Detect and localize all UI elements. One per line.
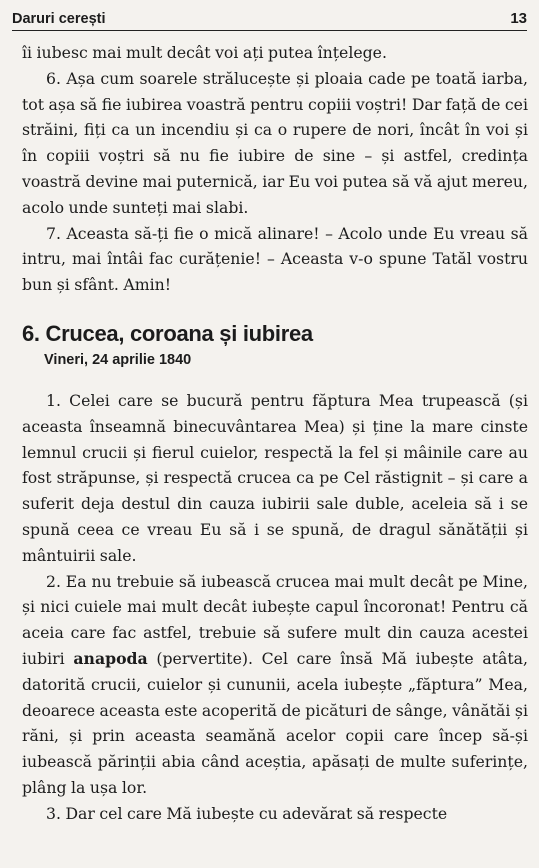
section-title: 6. Crucea, coroana și iubirea: [22, 320, 313, 346]
section-paragraph-2: [22, 569, 528, 801]
page-header: [12, 4, 527, 31]
section-date: Vineri, 24 aprilie 1840: [44, 351, 192, 368]
paragraph-2-text-start: 2. Ea nu trebuie să iubească crucea mai mult decât pe Mine, și nici cuiele mai mult decât iubește capul încoronat! Pentru că aceia care fac astfel, trebuie să sufere mult din cauza acestei iubiri: [22, 571, 528, 668]
page-body: [22, 40, 528, 827]
page-number: 13: [510, 10, 527, 27]
paragraph-continuation: îi iubesc mai mult decât voi ați putea înțelege.: [22, 43, 387, 62]
section-paragraph-1: 1. Celei care se bucură pentru făptura Mea trupească (și aceasta înseamnă binecuvântarea Mea) și ține la mare cinste lemnul crucii și fierul cuielor, respectă la fel și mâinile care au fost străpunse, și respectă crucea ca pe Cel răstignit – și care a suferit deja destul din cauza iubirii sale duble, aceleia să i se spună ceea ce vreau Eu să i se spună, de dragul sănătății și mântuirii sale.: [22, 390, 528, 565]
paragraph-6: 6. Așa cum soarele strălucește și ploaia cade pe toată iarba, tot așa să fie iubirea voastră pentru copiii voștri! Dar față de cei străini, fiți ca un incendiu și ca o rupere de nori, încât în voi și în copiii voștri să nu fie iubire de sine – și astfel, credința voastră devine mai puternică, iar Eu voi putea să vă ajut mereu, acolo unde sunteți mai slabi.: [22, 68, 528, 217]
paragraph-7: 7. Aceasta să-ți fie o mică alinare! – Acolo unde Eu vreau să intru, mai întâi fac curățenie! – Aceasta v-o spune Tatăl vostru bun și sfânt. Amin!: [22, 223, 528, 295]
section-paragraph-3: 3. Dar cel care Mă iubește cu adevărat să respecte: [46, 803, 448, 823]
paragraph-2-text-end: (pervertite). Cel care însă Mă iubește atâta, datorită crucii, cuielor și cununii, acela iubește „făptura” Mea, deoarece aceasta este acoperită de picături de sânge, vânătăi și răni, și prin aceasta seamănă acelor copii care încep să-și iubească părinții abia când aceștia, apăsați de multe suferințe, plâng la ușa lor.: [22, 648, 529, 797]
running-title: Daruri cerești: [12, 11, 106, 27]
emphasis-word: anapoda: [73, 648, 148, 668]
section-heading: [22, 320, 528, 370]
